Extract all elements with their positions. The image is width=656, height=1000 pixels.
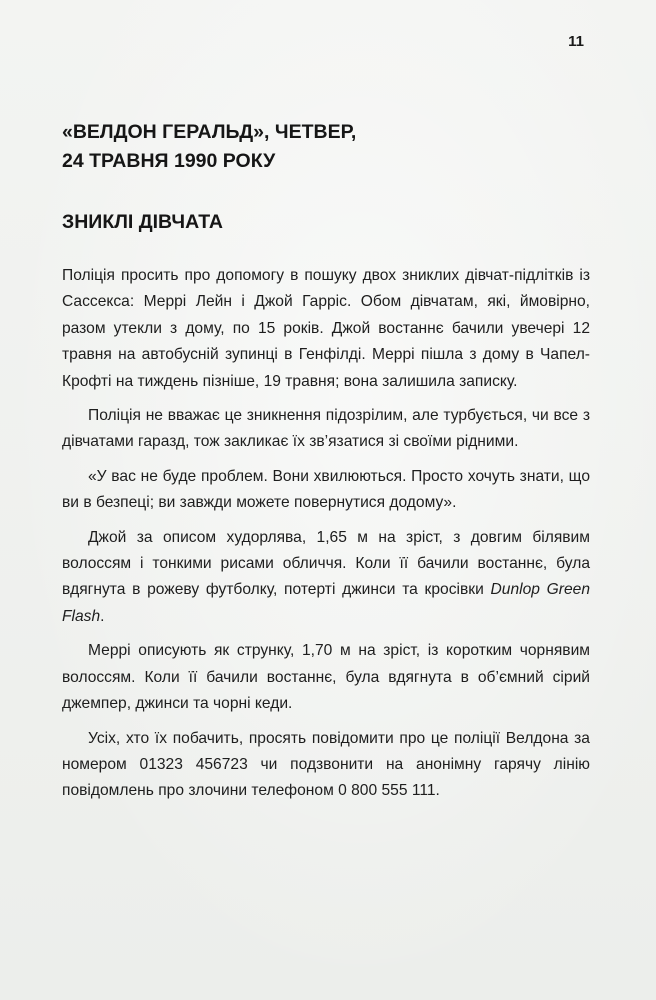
article-title: ЗНИКЛІ ДІВЧАТА: [62, 211, 223, 233]
article-paragraph-4: [62, 525, 590, 631]
article-paragraph-4-text: Джой за описом худорлява, 1,65 м на зріст, з довгим білявим волоссям і тонкими рисами обличчя. Коли її бачили востаннє, була вдягнута в рожеву футболку, потерті джинси та кросівки: [62, 528, 590, 599]
page-number: 11: [568, 33, 584, 50]
chapter-heading-line-2: 24 ТРАВНЯ 1990 РОКУ: [62, 150, 276, 172]
chapter-heading: [62, 118, 582, 176]
article-paragraph-5: Меррі описують як струнку, 1,70 м на зріст, із коротким чорнявим волоссям. Коли її бачили востаннє, була вдягнута в об’ємний сірий джемпер, джинси та чорні кеди.: [62, 642, 590, 713]
article-paragraph-2: Поліція не вважає це зникнення підозрілим, але турбується, чи все з дівчатами гаразд, тож закликає їх зв’язатися зі своїми рідними.: [62, 407, 590, 451]
chapter-heading-line-1: «ВЕЛДОН ГЕРАЛЬД», ЧЕТВЕР,: [62, 121, 357, 143]
article-paragraph-6: Усіх, хто їх побачить, просять повідомити про це поліції Велдона за номером 01323 456723 чи подзвонити на анонімну гарячу лінію повідомлень про злочини телефоном 0 800 555 111.: [62, 729, 590, 800]
shoe-brand-suffix: .: [100, 607, 105, 625]
shoe-brand: Dunlop Green Flash: [62, 581, 591, 625]
article-paragraph-1: Поліція просить про допомогу в пошуку двох зниклих дівчат-підлітків із Сассекса: Меррі Лейн і Джой Гарріс. Обом дівчатам, які, ймовірно, разом утекли з дому, по 15 років. Джой востаннє бачили увечері 12 травня на автобусній зупинці в Генфілді. Меррі пішла з дому в Чапел-Крофті на тиждень пізніше, 19 травня; вона залишила записку.: [62, 267, 590, 390]
article-paragraph-3: «У вас не буде проблем. Вони хвилюються. Просто хочуть знати, що ви в безпеці; ви завжди можете повернутися додому».: [62, 467, 590, 512]
article-body: [62, 263, 590, 813]
